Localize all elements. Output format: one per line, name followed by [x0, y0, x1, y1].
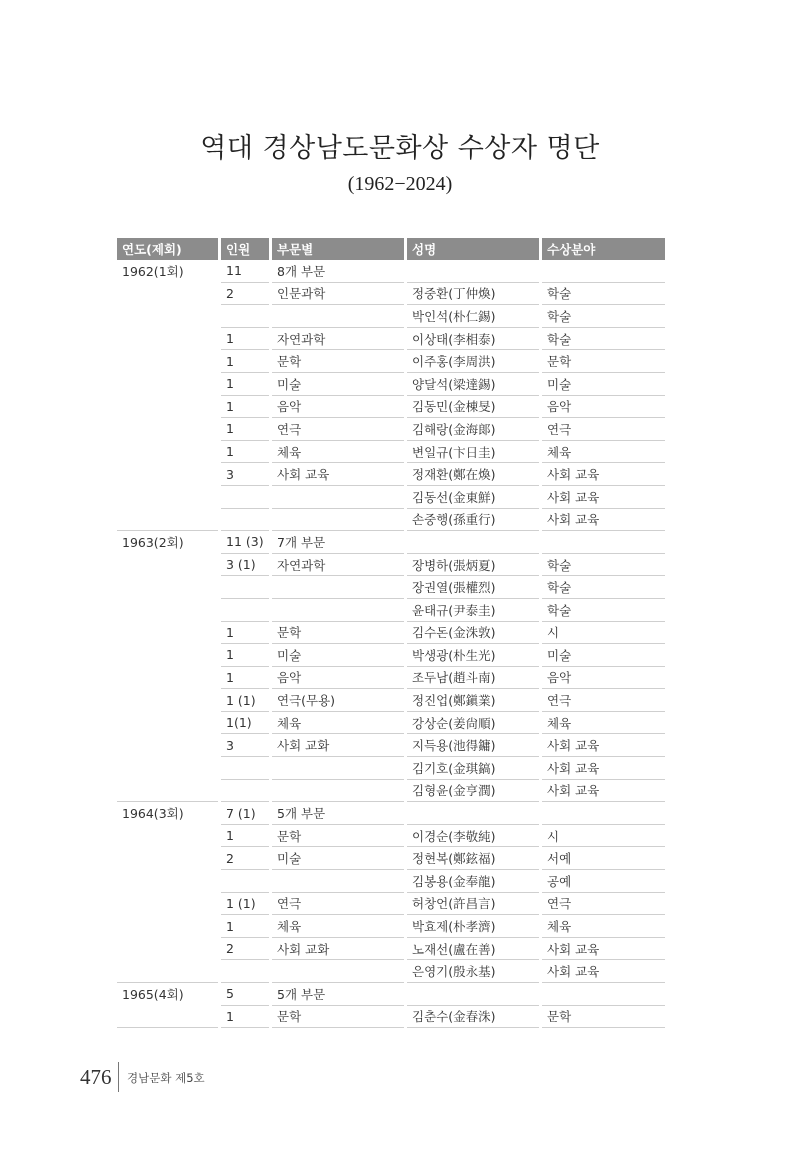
cell-field: 사회 교육 [542, 509, 665, 532]
cell-count: 1 [221, 667, 269, 690]
cell-name: 김동선(金東鮮) [407, 486, 539, 509]
cell-category: 연극(무용) [272, 689, 404, 712]
cell-category: 사회 교화 [272, 734, 404, 757]
table-row [117, 463, 665, 486]
cell-field [542, 983, 665, 1006]
cell-field: 미술 [542, 644, 665, 667]
table-row [117, 305, 665, 328]
cell-category: 연극 [272, 893, 404, 916]
cell-name: 박효제(朴孝濟) [407, 915, 539, 938]
cell-field: 서예 [542, 847, 665, 870]
cell-count: 2 [221, 847, 269, 870]
cell-category: 8개 부문 [272, 260, 404, 283]
cell-field: 미술 [542, 373, 665, 396]
cell-year [117, 622, 218, 645]
table-row [117, 441, 665, 464]
cell-count [221, 509, 269, 532]
cell-field: 학술 [542, 305, 665, 328]
cell-count [221, 960, 269, 983]
cell-count: 1 [221, 373, 269, 396]
page-title: 역대 경상남도문화상 수상자 명단 [200, 133, 600, 164]
cell-field [542, 260, 665, 283]
cell-count [221, 870, 269, 893]
cell-year: 1964(3회) [122, 806, 184, 822]
header-year: 연도(제회) [117, 238, 218, 260]
cell-count: 1 (1) [221, 689, 269, 712]
cell-field: 학술 [542, 599, 665, 622]
cell-name: 정현복(鄭鉉福) [407, 847, 539, 870]
header-field: 수상분야 [542, 238, 665, 260]
table-row [117, 622, 665, 645]
cell-name: 손중행(孫重行) [407, 509, 539, 532]
cell-category: 문학 [272, 825, 404, 848]
header-category: 부문별 [272, 238, 404, 260]
cell-count [221, 486, 269, 509]
table-row [117, 396, 665, 419]
cell-count: 1 [221, 622, 269, 645]
cell-name: 김수돈(金洙敦) [407, 622, 539, 645]
cell-count: 1(1) [221, 712, 269, 735]
table-row [117, 893, 665, 916]
table-row [117, 260, 665, 283]
table-row [117, 847, 665, 870]
cell-category [272, 576, 404, 599]
cell-year [117, 847, 218, 870]
cell-year [117, 305, 218, 328]
cell-name: 강상순(姜尙順) [407, 712, 539, 735]
table-row [117, 373, 665, 396]
header-name: 성명 [407, 238, 539, 260]
cell-category [272, 599, 404, 622]
table-row [117, 689, 665, 712]
cell-name: 김형윤(金亨潤) [407, 780, 539, 803]
cell-field: 연극 [542, 689, 665, 712]
cell-name: 은영기(殷永基) [407, 960, 539, 983]
cell-name: 이주홍(李周洪) [407, 350, 539, 373]
cell-count: 3 [221, 734, 269, 757]
awardees-table [114, 238, 668, 1028]
cell-field: 사회 교육 [542, 463, 665, 486]
cell-category: 미술 [272, 644, 404, 667]
cell-field: 사회 교육 [542, 938, 665, 961]
cell-year [117, 373, 218, 396]
cell-field: 체육 [542, 712, 665, 735]
cell-count: 1 [221, 396, 269, 419]
cell-name: 양달석(梁達錫) [407, 373, 539, 396]
table-row [117, 712, 665, 735]
cell-year [117, 1006, 218, 1029]
cell-category: 7개 부문 [272, 531, 404, 554]
cell-category [272, 486, 404, 509]
table-row [117, 983, 665, 1006]
cell-count: 1 [221, 418, 269, 441]
cell-count: 1 [221, 350, 269, 373]
table-row [117, 802, 665, 825]
cell-year [117, 870, 218, 893]
cell-count: 7 (1) [221, 802, 269, 825]
cell-name: 정중환(丁仲煥) [407, 283, 539, 306]
cell-count [221, 576, 269, 599]
publication-name: 경남문화 제5호 [127, 1071, 205, 1085]
cell-field: 연극 [542, 893, 665, 916]
cell-name: 허창언(許昌言) [407, 893, 539, 916]
cell-field: 음악 [542, 396, 665, 419]
cell-year [117, 554, 218, 577]
cell-field: 체육 [542, 915, 665, 938]
cell-year [117, 825, 218, 848]
cell-category [272, 305, 404, 328]
cell-category [272, 780, 404, 803]
cell-count [221, 305, 269, 328]
cell-name: 김춘수(金春洙) [407, 1006, 539, 1029]
cell-year [117, 667, 218, 690]
cell-count: 11 [221, 260, 269, 283]
table-row [117, 1006, 665, 1029]
cell-name: 지득용(池得鏞) [407, 734, 539, 757]
cell-year [117, 463, 218, 486]
table-row [117, 780, 665, 803]
cell-name: 김해랑(金海郞) [407, 418, 539, 441]
cell-name: 박인석(朴仁錫) [407, 305, 539, 328]
cell-field: 사회 교육 [542, 960, 665, 983]
table-header-row [117, 238, 665, 260]
cell-category: 문학 [272, 1006, 404, 1029]
cell-category: 자연과학 [272, 328, 404, 351]
table-row [117, 531, 665, 554]
cell-name: 노재선(盧在善) [407, 938, 539, 961]
cell-field: 공예 [542, 870, 665, 893]
cell-field: 시 [542, 825, 665, 848]
cell-year [117, 780, 218, 803]
cell-year [117, 689, 218, 712]
cell-category: 문학 [272, 622, 404, 645]
cell-name: 이상태(李相泰) [407, 328, 539, 351]
cell-category: 연극 [272, 418, 404, 441]
cell-category: 5개 부문 [272, 983, 404, 1006]
cell-count [221, 757, 269, 780]
table-row [117, 418, 665, 441]
cell-field: 학술 [542, 554, 665, 577]
cell-field: 사회 교육 [542, 486, 665, 509]
cell-name: 조두남(趙斗南) [407, 667, 539, 690]
cell-category: 체육 [272, 441, 404, 464]
table-row [117, 915, 665, 938]
cell-category: 체육 [272, 915, 404, 938]
cell-year [117, 915, 218, 938]
cell-field: 사회 교육 [542, 757, 665, 780]
cell-category [272, 757, 404, 780]
cell-year [117, 509, 218, 532]
cell-field [542, 531, 665, 554]
table-row [117, 599, 665, 622]
cell-category: 사회 교화 [272, 938, 404, 961]
cell-year [117, 644, 218, 667]
cell-year [117, 712, 218, 735]
table-row [117, 486, 665, 509]
cell-year [117, 893, 218, 916]
page-subtitle: (1962−2024) [347, 173, 453, 195]
cell-name: 정진업(鄭鎭業) [407, 689, 539, 712]
cell-category [272, 509, 404, 532]
cell-count: 2 [221, 938, 269, 961]
cell-name [407, 260, 539, 283]
table-row [117, 870, 665, 893]
table-row [117, 644, 665, 667]
cell-name: 김봉용(金奉龍) [407, 870, 539, 893]
cell-name: 김기호(金琪鎬) [407, 757, 539, 780]
cell-category [272, 870, 404, 893]
cell-field [542, 802, 665, 825]
cell-name: 장병하(張炳夏) [407, 554, 539, 577]
cell-year [117, 328, 218, 351]
cell-name: 윤태규(尹泰圭) [407, 599, 539, 622]
cell-year [117, 350, 218, 373]
cell-field: 학술 [542, 328, 665, 351]
cell-count: 3 (1) [221, 554, 269, 577]
cell-year [117, 486, 218, 509]
cell-field: 문학 [542, 350, 665, 373]
cell-category: 미술 [272, 847, 404, 870]
cell-name: 이경순(李敬純) [407, 825, 539, 848]
cell-count: 1 [221, 328, 269, 351]
cell-category: 5개 부문 [272, 802, 404, 825]
table-row [117, 757, 665, 780]
cell-category: 음악 [272, 667, 404, 690]
cell-category: 미술 [272, 373, 404, 396]
cell-count: 3 [221, 463, 269, 486]
header-count: 인원 [221, 238, 269, 260]
cell-category: 사회 교육 [272, 463, 404, 486]
cell-name: 장권열(張權烈) [407, 576, 539, 599]
footer-divider [118, 1062, 119, 1092]
cell-count: 1 [221, 825, 269, 848]
cell-name [407, 531, 539, 554]
table-row [117, 509, 665, 532]
cell-year [117, 418, 218, 441]
cell-year [117, 283, 218, 306]
page-number: 476 [80, 1065, 112, 1089]
cell-field: 문학 [542, 1006, 665, 1029]
cell-name: 김동민(金棟旻) [407, 396, 539, 419]
cell-year [117, 576, 218, 599]
cell-count [221, 780, 269, 803]
cell-field: 음악 [542, 667, 665, 690]
table-row [117, 283, 665, 306]
cell-year [117, 757, 218, 780]
cell-name: 정재환(鄭在煥) [407, 463, 539, 486]
cell-year: 1963(2회) [122, 534, 184, 550]
cell-category: 체육 [272, 712, 404, 735]
cell-count: 11 (3) [221, 531, 269, 554]
cell-field: 체육 [542, 441, 665, 464]
cell-category: 문학 [272, 350, 404, 373]
cell-year [117, 441, 218, 464]
cell-count: 1 [221, 644, 269, 667]
cell-field: 사회 교육 [542, 734, 665, 757]
table-row [117, 328, 665, 351]
cell-name [407, 802, 539, 825]
cell-year [117, 734, 218, 757]
cell-year [117, 396, 218, 419]
cell-category [272, 960, 404, 983]
table-row [117, 667, 665, 690]
cell-year: 1965(4회) [122, 986, 184, 1002]
cell-field: 연극 [542, 418, 665, 441]
cell-count: 1 [221, 915, 269, 938]
cell-field: 시 [542, 622, 665, 645]
cell-count [221, 599, 269, 622]
cell-field: 학술 [542, 576, 665, 599]
table-row [117, 938, 665, 961]
cell-count: 2 [221, 283, 269, 306]
cell-year [117, 938, 218, 961]
cell-count: 1 [221, 441, 269, 464]
table-row [117, 554, 665, 577]
cell-count: 5 [221, 983, 269, 1006]
cell-field: 사회 교육 [542, 780, 665, 803]
cell-count: 1 [221, 1006, 269, 1029]
cell-category: 인문과학 [272, 283, 404, 306]
cell-count: 1 (1) [221, 893, 269, 916]
cell-category: 자연과학 [272, 554, 404, 577]
cell-category: 음악 [272, 396, 404, 419]
table-body [117, 260, 665, 1028]
table-row [117, 350, 665, 373]
table-row [117, 734, 665, 757]
cell-name: 변일규(卞日圭) [407, 441, 539, 464]
cell-name [407, 983, 539, 1006]
table-row [117, 825, 665, 848]
cell-field: 학술 [542, 283, 665, 306]
cell-year: 1962(1회) [122, 263, 184, 279]
cell-year [117, 599, 218, 622]
table-row [117, 576, 665, 599]
table-row [117, 960, 665, 983]
cell-year [117, 960, 218, 983]
cell-name: 박생광(朴生光) [407, 644, 539, 667]
